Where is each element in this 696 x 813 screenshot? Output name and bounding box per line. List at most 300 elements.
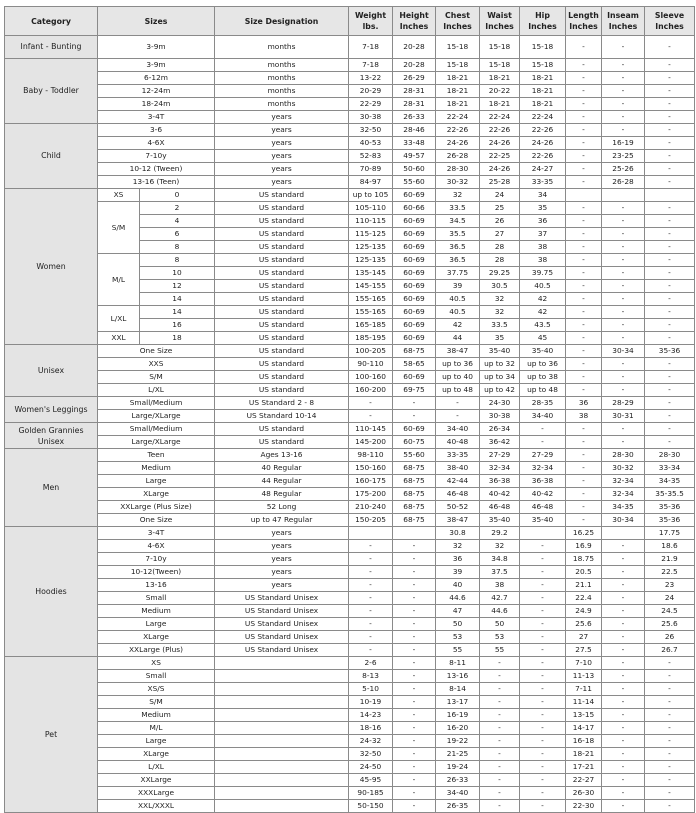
size-designation-cell: US Standard 2 - 8: [215, 397, 349, 410]
header-category: Category: [5, 7, 98, 36]
waist-cell: 18-21: [480, 98, 520, 111]
inseam-cell: -: [602, 787, 645, 800]
inseam-cell: -: [602, 709, 645, 722]
waist-cell: 30.5: [480, 280, 520, 293]
weight-cell: 24-50: [349, 761, 393, 774]
inseam-cell: -: [602, 332, 645, 345]
size-designation-cell: Ages 13-16: [215, 449, 349, 462]
table-row: [5, 748, 695, 761]
chest-cell: 28-30: [436, 163, 480, 176]
table-row: [5, 358, 695, 371]
sleeve-cell: -: [645, 137, 695, 150]
waist-cell: 29.25: [480, 267, 520, 280]
size-cell: 12-24m: [98, 85, 215, 98]
waist-cell: 44.6: [480, 605, 520, 618]
table-row: [5, 735, 695, 748]
weight-cell: 13-22: [349, 72, 393, 85]
waist-cell: 33.5: [480, 319, 520, 332]
size-designation-cell: US standard: [215, 436, 349, 449]
size-designation-cell: months: [215, 36, 349, 59]
size-designation-cell: [215, 748, 349, 761]
size-designation-cell: [215, 761, 349, 774]
inseam-cell: 30-31: [602, 410, 645, 423]
chest-cell: 8-14: [436, 683, 480, 696]
size-designation-cell: years: [215, 137, 349, 150]
size-cell: 10: [140, 267, 215, 280]
size-cell: 8: [140, 241, 215, 254]
inseam-cell: 28-29: [602, 397, 645, 410]
table-row: [5, 527, 695, 540]
table-row: [5, 722, 695, 735]
sleeve-cell: -: [645, 683, 695, 696]
sleeve-cell: 22.5: [645, 566, 695, 579]
hip-cell: 43.5: [520, 319, 566, 332]
weight-cell: 150-160: [349, 462, 393, 475]
chest-cell: 47: [436, 605, 480, 618]
inseam-cell: -: [602, 800, 645, 813]
inseam-cell: -: [602, 59, 645, 72]
length-cell: -: [566, 345, 602, 358]
table-row: [5, 124, 695, 137]
sleeve-cell: -: [645, 709, 695, 722]
hip-cell: -: [520, 722, 566, 735]
length-cell: [566, 189, 602, 202]
size-cell: Medium: [98, 605, 215, 618]
category-golden-grannies-unisex: Golden Grannies Unisex: [5, 423, 98, 449]
length-cell: -: [566, 59, 602, 72]
waist-cell: 32-34: [480, 462, 520, 475]
size-designation-cell: months: [215, 85, 349, 98]
chest-cell: 44.6: [436, 592, 480, 605]
chest-cell: -: [436, 410, 480, 423]
size-designation-cell: 40 Regular: [215, 462, 349, 475]
size-designation-cell: [215, 735, 349, 748]
sleeve-cell: 33-34: [645, 462, 695, 475]
length-cell: 11-13: [566, 670, 602, 683]
inseam-cell: 25-26: [602, 163, 645, 176]
sleeve-cell: 35-36: [645, 345, 695, 358]
inseam-cell: -: [602, 72, 645, 85]
sleeve-cell: -: [645, 215, 695, 228]
inseam-cell: [602, 527, 645, 540]
sleeve-cell: 34-35: [645, 475, 695, 488]
table-row: [5, 449, 695, 462]
size-designation-cell: US standard: [215, 345, 349, 358]
weight-cell: 175-200: [349, 488, 393, 501]
table-row: [5, 423, 695, 436]
size-cell: Large/XLarge: [98, 410, 215, 423]
inseam-cell: -: [602, 280, 645, 293]
sleeve-cell: -: [645, 254, 695, 267]
length-cell: 20.5: [566, 566, 602, 579]
chest-cell: 55: [436, 644, 480, 657]
weight-cell: 125-135: [349, 241, 393, 254]
height-cell: -: [393, 735, 436, 748]
chest-cell: 40.5: [436, 293, 480, 306]
table-row: [5, 436, 695, 449]
waist-cell: 22-24: [480, 111, 520, 124]
sleeve-cell: -: [645, 358, 695, 371]
waist-cell: up to 42: [480, 384, 520, 397]
weight-cell: -: [349, 618, 393, 631]
chest-cell: 32: [436, 189, 480, 202]
table-row: [5, 670, 695, 683]
waist-cell: 38: [480, 579, 520, 592]
height-cell: -: [393, 553, 436, 566]
size-cell: 3-9m: [98, 36, 215, 59]
size-chart-body: [5, 36, 695, 813]
length-cell: -: [566, 371, 602, 384]
waist-cell: -: [480, 709, 520, 722]
hip-cell: 24-26: [520, 137, 566, 150]
waist-cell: 24-26: [480, 163, 520, 176]
weight-cell: -: [349, 410, 393, 423]
length-cell: 14-17: [566, 722, 602, 735]
size-group: S/M: [98, 202, 140, 254]
height-cell: 69-75: [393, 384, 436, 397]
table-row: [5, 397, 695, 410]
sleeve-cell: 21.9: [645, 553, 695, 566]
weight-cell: 45-95: [349, 774, 393, 787]
table-row: [5, 605, 695, 618]
sleeve-cell: -: [645, 436, 695, 449]
hip-cell: up to 38: [520, 371, 566, 384]
size-cell: 8: [140, 254, 215, 267]
inseam-cell: -: [602, 111, 645, 124]
table-row: [5, 618, 695, 631]
waist-cell: 35-40: [480, 514, 520, 527]
chest-cell: 39: [436, 566, 480, 579]
hip-cell: -: [520, 696, 566, 709]
length-cell: 27.5: [566, 644, 602, 657]
length-cell: -: [566, 137, 602, 150]
inseam-cell: -: [602, 631, 645, 644]
height-cell: -: [393, 618, 436, 631]
weight-cell: 110-115: [349, 215, 393, 228]
length-cell: 24.9: [566, 605, 602, 618]
hip-cell: 35-40: [520, 514, 566, 527]
size-designation-cell: US Standard Unisex: [215, 618, 349, 631]
weight-cell: -: [349, 592, 393, 605]
height-cell: 55-60: [393, 176, 436, 189]
size-designation-cell: US Standard Unisex: [215, 605, 349, 618]
size-cell: XXLarge: [98, 774, 215, 787]
sleeve-cell: 26: [645, 631, 695, 644]
hip-cell: 40.5: [520, 280, 566, 293]
waist-cell: 25: [480, 202, 520, 215]
size-group: XXL: [98, 332, 140, 345]
chest-cell: 40.5: [436, 306, 480, 319]
length-cell: -: [566, 449, 602, 462]
size-cell: 12: [140, 280, 215, 293]
height-cell: 60-66: [393, 202, 436, 215]
table-row: [5, 774, 695, 787]
table-row: [5, 163, 695, 176]
weight-cell: 90-185: [349, 787, 393, 800]
table-row: [5, 592, 695, 605]
length-cell: -: [566, 475, 602, 488]
table-row: [5, 696, 695, 709]
hip-cell: 18-21: [520, 85, 566, 98]
waist-cell: -: [480, 800, 520, 813]
weight-cell: -: [349, 397, 393, 410]
chest-cell: 44: [436, 332, 480, 345]
chest-cell: 34.5: [436, 215, 480, 228]
hip-cell: -: [520, 644, 566, 657]
header-size-designation: Size Designation: [215, 7, 349, 36]
weight-cell: 52-83: [349, 150, 393, 163]
chest-cell: 37.75: [436, 267, 480, 280]
table-row: [5, 371, 695, 384]
sleeve-cell: -: [645, 384, 695, 397]
sleeve-cell: -: [645, 202, 695, 215]
height-cell: -: [393, 592, 436, 605]
sleeve-cell: -: [645, 111, 695, 124]
hip-cell: -: [520, 683, 566, 696]
size-cell: 3-9m: [98, 59, 215, 72]
waist-cell: 22-26: [480, 124, 520, 137]
inseam-cell: 16-19: [602, 137, 645, 150]
inseam-cell: -: [602, 306, 645, 319]
sleeve-cell: -: [645, 774, 695, 787]
height-cell: 60-69: [393, 293, 436, 306]
table-row: [5, 488, 695, 501]
waist-cell: -: [480, 722, 520, 735]
height-cell: -: [393, 787, 436, 800]
chest-cell: 16-19: [436, 709, 480, 722]
length-cell: 27: [566, 631, 602, 644]
size-designation-cell: years: [215, 540, 349, 553]
height-cell: 68-75: [393, 488, 436, 501]
size-cell: L/XL: [98, 384, 215, 397]
chest-cell: 26-35: [436, 800, 480, 813]
size-cell: Small/Medium: [98, 423, 215, 436]
hip-cell: -: [520, 748, 566, 761]
header-height: Height Inches: [393, 7, 436, 36]
height-cell: 28-46: [393, 124, 436, 137]
inseam-cell: -: [602, 696, 645, 709]
weight-cell: 110-145: [349, 423, 393, 436]
length-cell: -: [566, 462, 602, 475]
category-pet: Pet: [5, 657, 98, 813]
length-cell: 21.1: [566, 579, 602, 592]
chest-cell: 38-47: [436, 345, 480, 358]
table-row: [5, 137, 695, 150]
size-designation-cell: US standard: [215, 384, 349, 397]
height-cell: 28-31: [393, 98, 436, 111]
table-row: [5, 566, 695, 579]
length-cell: 18.75: [566, 553, 602, 566]
weight-cell: 210-240: [349, 501, 393, 514]
weight-cell: -: [349, 579, 393, 592]
chest-cell: 19-24: [436, 761, 480, 774]
hip-cell: -: [520, 787, 566, 800]
inseam-cell: -: [602, 553, 645, 566]
size-designation-cell: [215, 722, 349, 735]
waist-cell: 26-34: [480, 423, 520, 436]
hip-cell: -: [520, 579, 566, 592]
weight-cell: -: [349, 631, 393, 644]
category-men: Men: [5, 449, 98, 527]
weight-cell: 70-89: [349, 163, 393, 176]
height-cell: -: [393, 696, 436, 709]
inseam-cell: -: [602, 722, 645, 735]
sleeve-cell: -: [645, 319, 695, 332]
size-designation-cell: US Standard Unisex: [215, 592, 349, 605]
size-designation-cell: 52 Long: [215, 501, 349, 514]
sleeve-cell: 26.7: [645, 644, 695, 657]
waist-cell: 34.8: [480, 553, 520, 566]
size-designation-cell: [215, 657, 349, 670]
table-row: [5, 345, 695, 358]
size-designation-cell: US standard: [215, 215, 349, 228]
size-cell: Small: [98, 592, 215, 605]
inseam-cell: -: [602, 98, 645, 111]
sleeve-cell: -: [645, 163, 695, 176]
hip-cell: -: [520, 592, 566, 605]
weight-cell: 84-97: [349, 176, 393, 189]
sleeve-cell: -: [645, 722, 695, 735]
size-cell: Teen: [98, 449, 215, 462]
chest-cell: 26-33: [436, 774, 480, 787]
chest-cell: 40-48: [436, 436, 480, 449]
category-baby-toddler: Baby - Toddler: [5, 59, 98, 124]
inseam-cell: -: [602, 319, 645, 332]
chest-cell: 30.8: [436, 527, 480, 540]
waist-cell: 27-29: [480, 449, 520, 462]
sleeve-cell: -: [645, 124, 695, 137]
hip-cell: -: [520, 631, 566, 644]
table-row: [5, 410, 695, 423]
size-cell: 3-4T: [98, 527, 215, 540]
size-cell: 3-4T: [98, 111, 215, 124]
sleeve-cell: -: [645, 306, 695, 319]
height-cell: -: [393, 748, 436, 761]
size-chart-table: [4, 6, 695, 813]
hip-cell: -: [520, 670, 566, 683]
size-cell: 3-6: [98, 124, 215, 137]
hip-cell: -: [520, 605, 566, 618]
height-cell: 60-69: [393, 332, 436, 345]
hip-cell: 36: [520, 215, 566, 228]
waist-cell: up to 32: [480, 358, 520, 371]
chest-cell: 18-21: [436, 85, 480, 98]
category-women-s-leggings: Women's Leggings: [5, 397, 98, 423]
height-cell: 33-48: [393, 137, 436, 150]
chest-cell: 24-26: [436, 137, 480, 150]
waist-cell: 20-22: [480, 85, 520, 98]
waist-cell: 22-25: [480, 150, 520, 163]
size-designation-cell: [215, 696, 349, 709]
chest-cell: 50-52: [436, 501, 480, 514]
length-cell: -: [566, 501, 602, 514]
inseam-cell: -: [602, 605, 645, 618]
weight-cell: 145-200: [349, 436, 393, 449]
chest-cell: 19-22: [436, 735, 480, 748]
size-cell: 6: [140, 228, 215, 241]
length-cell: 18-21: [566, 748, 602, 761]
hip-cell: 18-21: [520, 72, 566, 85]
hip-cell: 34-40: [520, 410, 566, 423]
height-cell: -: [393, 540, 436, 553]
waist-cell: 24: [480, 189, 520, 202]
inseam-cell: -: [602, 670, 645, 683]
weight-cell: 165-185: [349, 319, 393, 332]
weight-cell: 90-110: [349, 358, 393, 371]
size-designation-cell: US standard: [215, 293, 349, 306]
height-cell: -: [393, 683, 436, 696]
inseam-cell: -: [602, 735, 645, 748]
size-designation-cell: years: [215, 124, 349, 137]
chest-cell: 39: [436, 280, 480, 293]
size-designation-cell: up to 47 Regular: [215, 514, 349, 527]
hip-cell: 28-35: [520, 397, 566, 410]
sleeve-cell: -: [645, 293, 695, 306]
length-cell: -: [566, 163, 602, 176]
height-cell: 50-60: [393, 163, 436, 176]
sleeve-cell: -: [645, 176, 695, 189]
chest-cell: 36: [436, 553, 480, 566]
waist-cell: 25-28: [480, 176, 520, 189]
table-row: [5, 514, 695, 527]
hip-cell: -: [520, 436, 566, 449]
table-row: [5, 644, 695, 657]
size-designation-cell: US standard: [215, 189, 349, 202]
sleeve-cell: 25.6: [645, 618, 695, 631]
chest-cell: 53: [436, 631, 480, 644]
length-cell: 11-14: [566, 696, 602, 709]
table-row: [5, 202, 695, 215]
table-row: [5, 709, 695, 722]
waist-cell: -: [480, 670, 520, 683]
sleeve-cell: -: [645, 423, 695, 436]
size-cell: 7-10y: [98, 553, 215, 566]
inseam-cell: -: [602, 358, 645, 371]
size-cell: 0: [140, 189, 215, 202]
height-cell: -: [393, 566, 436, 579]
size-cell: 18-24m: [98, 98, 215, 111]
chest-cell: 42: [436, 319, 480, 332]
inseam-cell: -: [602, 36, 645, 59]
sleeve-cell: 18.6: [645, 540, 695, 553]
sleeve-cell: -: [645, 241, 695, 254]
weight-cell: 24-32: [349, 735, 393, 748]
height-cell: 60-69: [393, 215, 436, 228]
waist-cell: -: [480, 787, 520, 800]
chest-cell: 46-48: [436, 488, 480, 501]
table-row: [5, 384, 695, 397]
hip-cell: 38: [520, 254, 566, 267]
weight-cell: -: [349, 566, 393, 579]
header-waist: Waist Inches: [480, 7, 520, 36]
size-group: L/XL: [98, 306, 140, 332]
size-designation-cell: US standard: [215, 319, 349, 332]
length-cell: -: [566, 332, 602, 345]
sleeve-cell: -: [645, 72, 695, 85]
weight-cell: 7-18: [349, 36, 393, 59]
size-designation-cell: [215, 670, 349, 683]
waist-cell: 50: [480, 618, 520, 631]
size-cell: Large: [98, 475, 215, 488]
size-cell: XXL/XXXL: [98, 800, 215, 813]
waist-cell: 28: [480, 241, 520, 254]
size-cell: Large: [98, 735, 215, 748]
weight-cell: 30-38: [349, 111, 393, 124]
length-cell: 22.4: [566, 592, 602, 605]
weight-cell: 98-110: [349, 449, 393, 462]
sleeve-cell: -: [645, 410, 695, 423]
height-cell: 68-75: [393, 345, 436, 358]
